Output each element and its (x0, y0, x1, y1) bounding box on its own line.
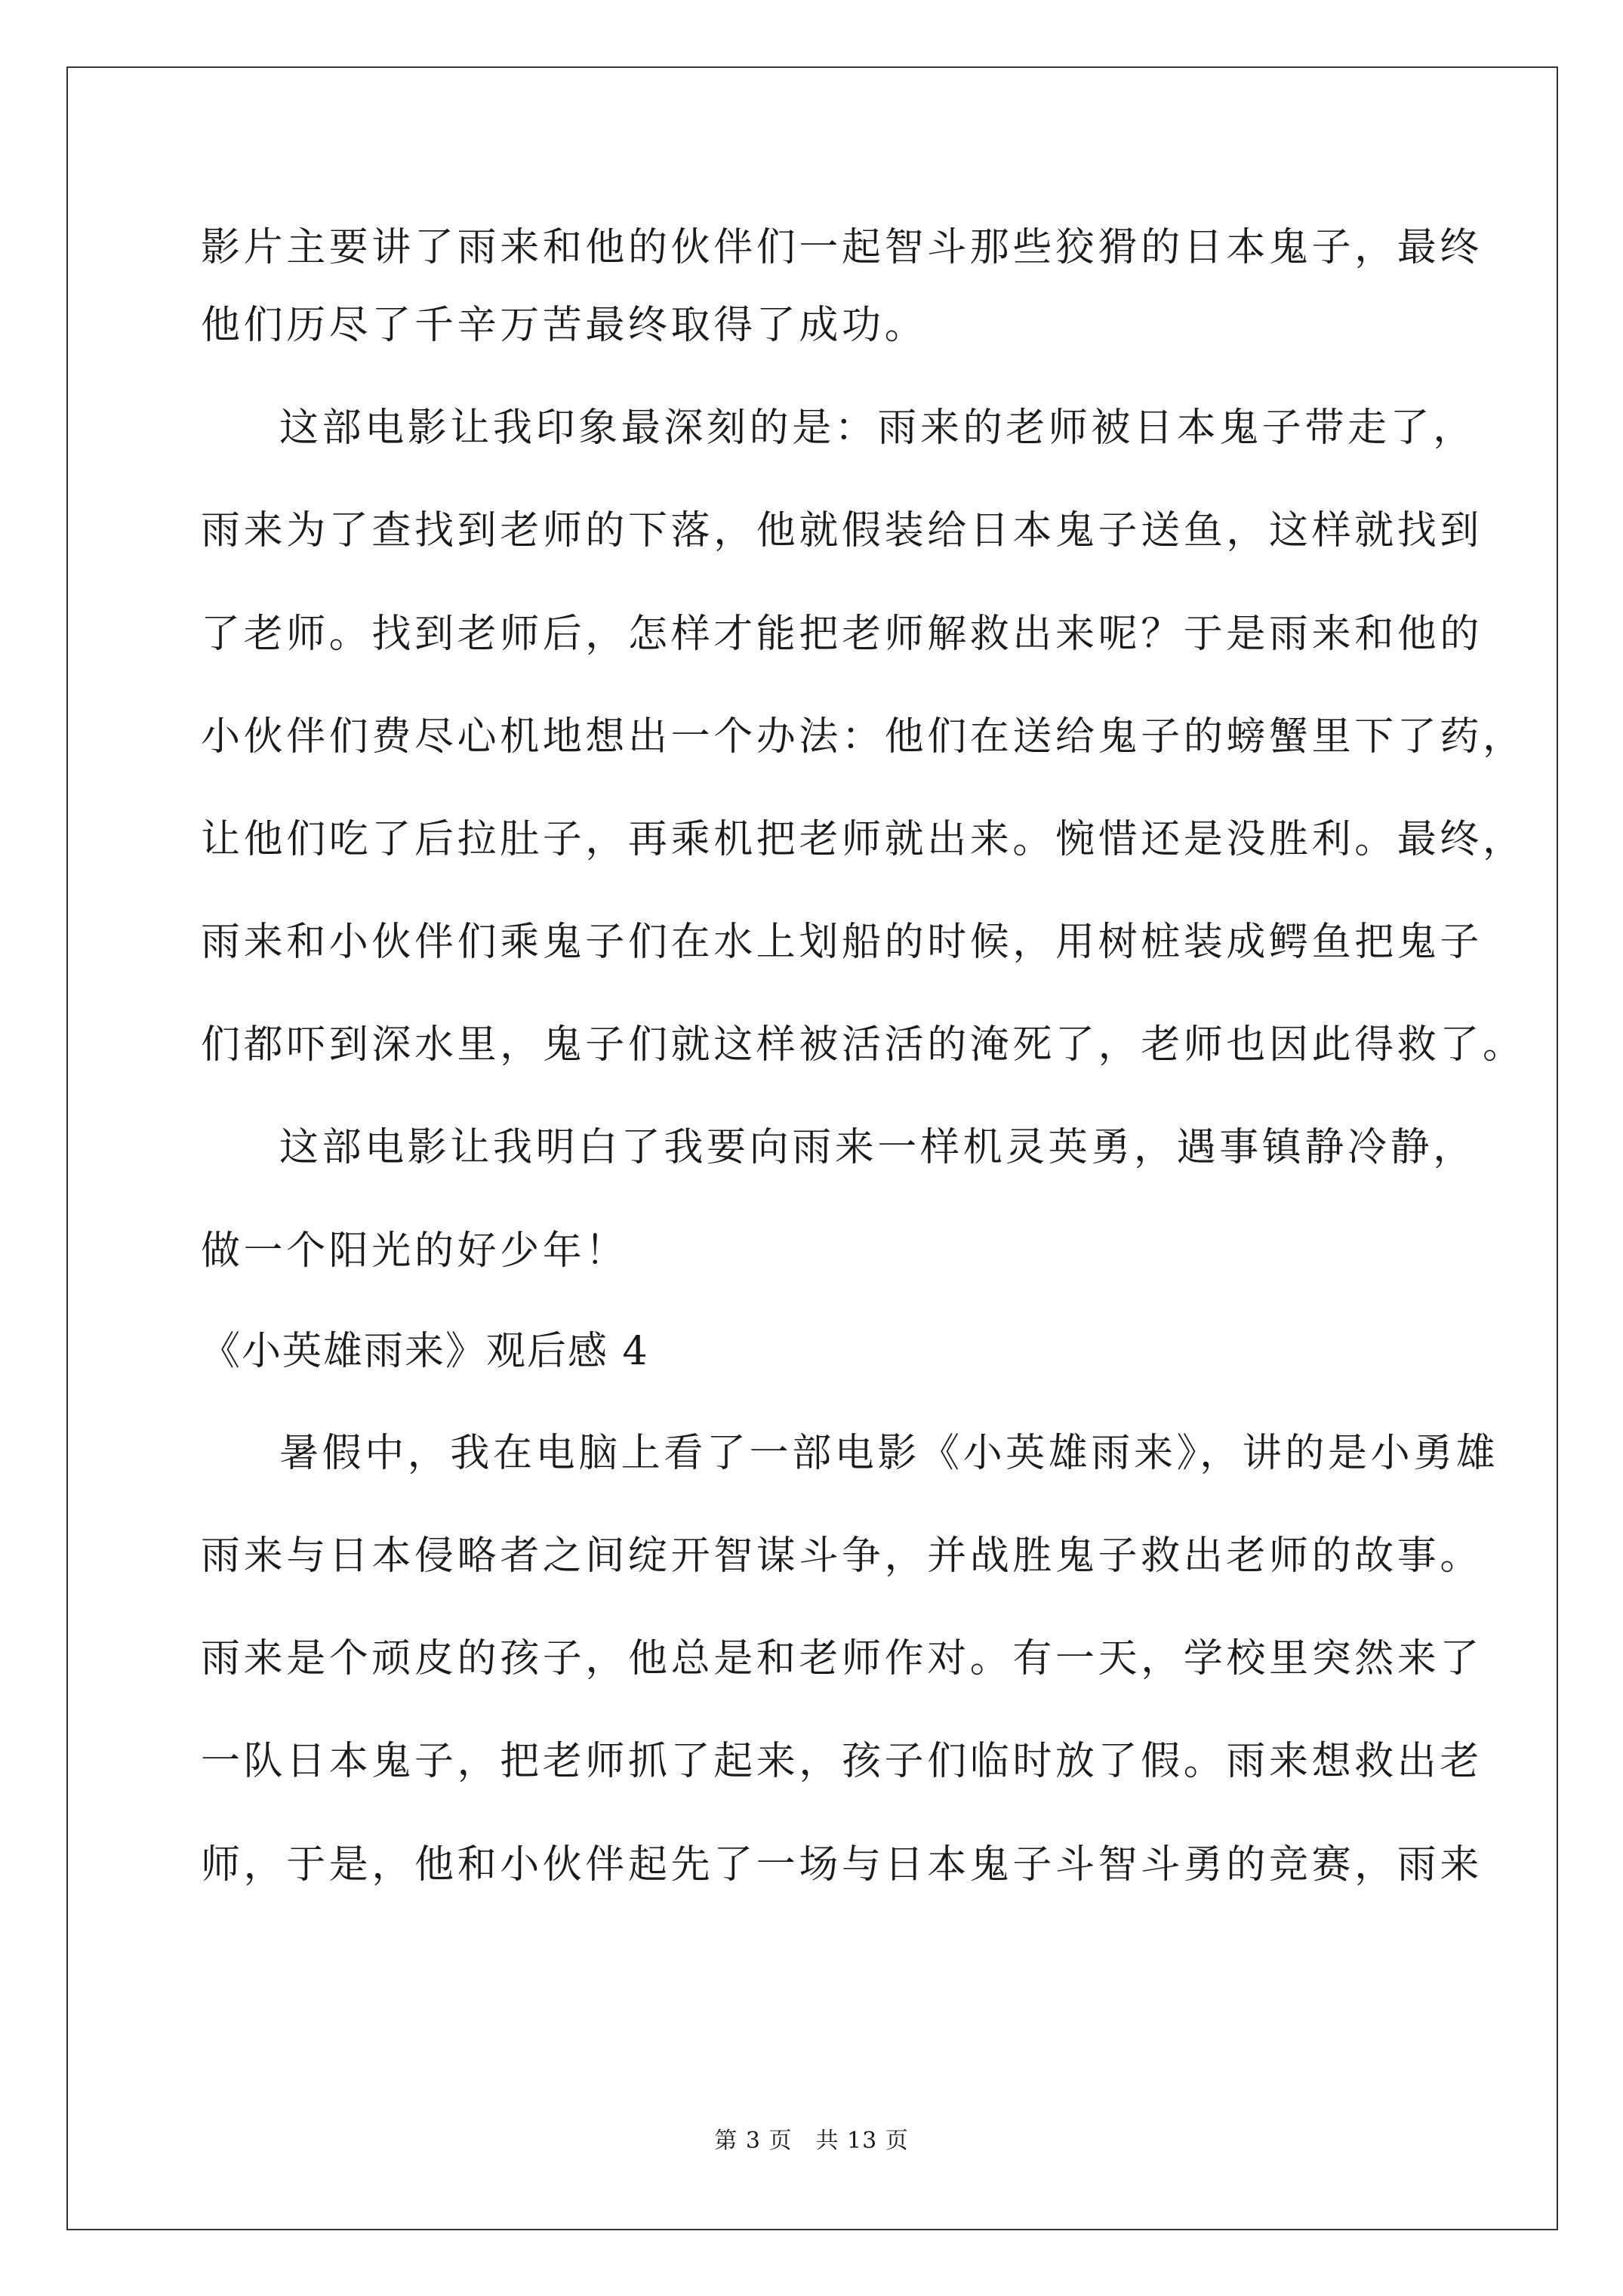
text-line: 们都吓到深水里，鬼子们就这样被活活的淹死了，老师也因此得救了。 (201, 1022, 1526, 1068)
text-line: 他们历尽了千辛万苦最终取得了成功。 (201, 303, 928, 348)
text-line: 雨来与日本侵略者之间绽开智谋斗争，并战胜鬼子救出老师的故事。 (201, 1533, 1483, 1579)
text-line: 影片主要讲了雨来和他的伙伴们一起智斗那些狡猾的日本鬼子，最终 (201, 225, 1483, 270)
text-line: 做一个阳光的好少年！ (201, 1228, 629, 1274)
text-line: 一队日本鬼子，把老师抓了起来，孩子们临时放了假。雨来想救出老 (201, 1739, 1483, 1784)
text-line: 雨来为了查找到老师的下落，他就假装给日本鬼子送鱼，这样就找到 (201, 508, 1483, 553)
text-line: 小伙伴们费尽心机地想出一个办法：他们在送给鬼子的螃蟹里下了药， (201, 714, 1526, 760)
text-line: 这部电影让我印象最深刻的是：雨来的老师被日本鬼子带走了， (279, 405, 1476, 451)
text-line: 师，于是，他和小伙伴起先了一场与日本鬼子斗智斗勇的竞赛，雨来 (201, 1842, 1483, 1888)
text-line: 这部电影让我明白了我要向雨来一样机灵英勇，遇事镇静冷静， (279, 1125, 1476, 1170)
text-line: 雨来是个顽皮的孩子，他总是和老师作对。有一天，学校里突然来了 (201, 1636, 1483, 1681)
text-line: 让他们吃了后拉肚子，再乘机把老师就出来。惋惜还是没胜利。最终， (201, 817, 1526, 862)
text-line: 暑假中，我在电脑上看了一部电影《小英雄雨来》，讲的是小勇雄 (279, 1431, 1499, 1476)
text-line: 雨来和小伙伴们乘鬼子们在水上划船的时候，用树桩装成鳄鱼把鬼子 (201, 920, 1483, 965)
text-line: 了老师。找到老师后，怎样才能把老师解救出来呢？于是雨来和他的 (201, 612, 1483, 657)
section-title: 《小英雄雨来》观后感 4 (201, 1329, 649, 1374)
page-footer: 第 3 页 共 13 页 (714, 2128, 909, 2154)
